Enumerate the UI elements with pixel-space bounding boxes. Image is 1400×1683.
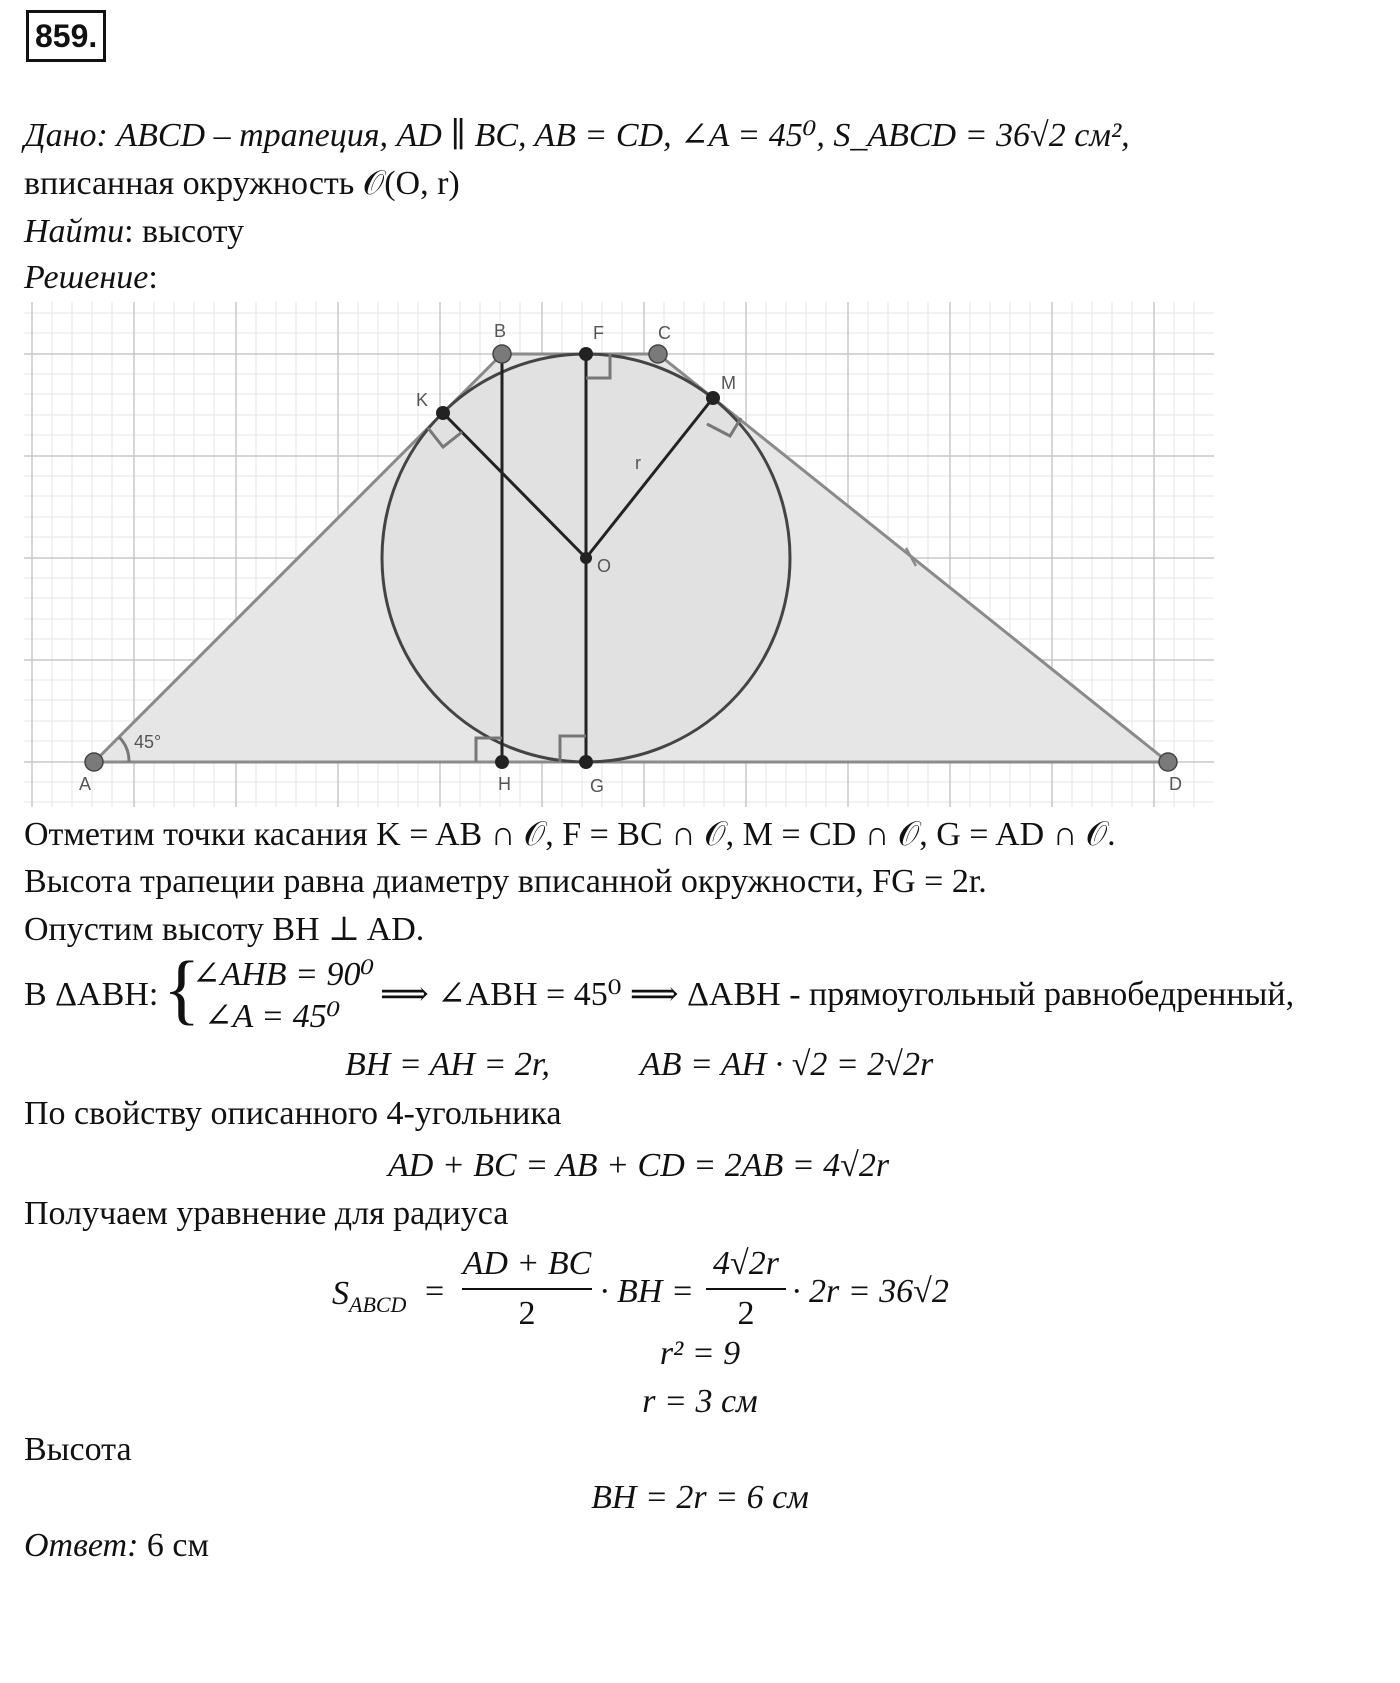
given-text: : ABCD – трапеция, AD ∥ BC, AB = CD, ∠A = 45⁰, S_ABCD = 36√2 см², [96, 117, 1130, 154]
height-label: Высота [24, 1431, 132, 1468]
given-line [24, 116, 1130, 156]
point-label-c: C [658, 323, 671, 343]
find-text: : высоту [124, 213, 245, 250]
point-label-f: F [593, 323, 604, 343]
text-line-6: По свойству описанного 4-угольника [24, 1095, 562, 1132]
answer-value: 6 см [138, 1527, 209, 1564]
system-eq-1: ∠AHB = 90⁰ [192, 956, 375, 993]
text-line-1: Отметим точки касания K = AB ∩ 𝒪, F = BC ∩ 𝒪, M = CD ∩ 𝒪, G = AD ∩ 𝒪. [24, 816, 1116, 853]
point-label-o: O [597, 556, 612, 576]
frac1-bar [462, 1288, 592, 1290]
text-line-3: Опустим высоту BH ⊥ AD. [24, 911, 425, 948]
find-label: Найти [24, 213, 125, 250]
solution-line [24, 258, 158, 298]
ab-equation: AB = AH · √2 = 2√2r [640, 1046, 934, 1083]
trapezoid-figure [24, 302, 1214, 807]
frac1-den: 2 [518, 1295, 536, 1332]
sum-equation: AD + BC = AB + CD = 2AB = 4√2r [388, 1147, 890, 1184]
angle-label: 45° [134, 732, 162, 752]
formula-s-letter: S [332, 1275, 349, 1312]
r-squared: r² = 9 [659, 1335, 741, 1372]
formula-mid: · BH = [600, 1273, 694, 1310]
text-line-8: Получаем уравнение для радиуса [24, 1195, 509, 1232]
given-line-2: вписанная окружность 𝒪(O, r) [24, 165, 460, 202]
triangle-prefix: В ΔABH: [24, 976, 159, 1013]
system-eq-2: ∠A = 45⁰ [204, 998, 341, 1035]
frac1-num: AD + BC [462, 1245, 592, 1282]
point-label-g: G [590, 776, 605, 796]
find-line [24, 212, 244, 252]
point-label-h: H [498, 774, 511, 794]
height-equation: BH = 2r = 6 см [591, 1479, 809, 1516]
system-brace: { [163, 945, 201, 1032]
frac2-den: 2 [737, 1295, 755, 1332]
problem-number: 859. [26, 10, 106, 62]
answer-line [24, 1526, 209, 1566]
frac2-bar [706, 1288, 786, 1290]
frac2-num: 4√2r [713, 1245, 779, 1282]
formula-rhs: · 2r = 36√2 [792, 1273, 949, 1310]
solution-colon: : [148, 259, 158, 296]
answer-label: Ответ: [24, 1527, 139, 1564]
given-label: Дано [24, 117, 97, 154]
point-label-d: D [1169, 774, 1182, 794]
formula-s [332, 1275, 406, 1318]
point-label-m: M [721, 373, 736, 393]
formula-s-sub: ABCD [349, 1291, 407, 1317]
point-label-b: B [494, 321, 507, 341]
bh-equation: BH = AH = 2r, [345, 1046, 550, 1083]
radius-label: r [635, 453, 641, 473]
text-line-2: Высота трапеции равна диаметру вписанной окружности, FG = 2r. [24, 863, 987, 900]
r-value: r = 3 см [642, 1383, 758, 1420]
triangle-conclusion: ⟹ ∠ABH = 45⁰ ⟹ ΔABH - прямоугольный равнобедренный, [380, 976, 1295, 1013]
point-label-a: A [79, 774, 92, 794]
solution-label: Решение [24, 259, 149, 296]
point-label-k: K [416, 390, 429, 410]
formula-eq-1: = [425, 1273, 445, 1310]
